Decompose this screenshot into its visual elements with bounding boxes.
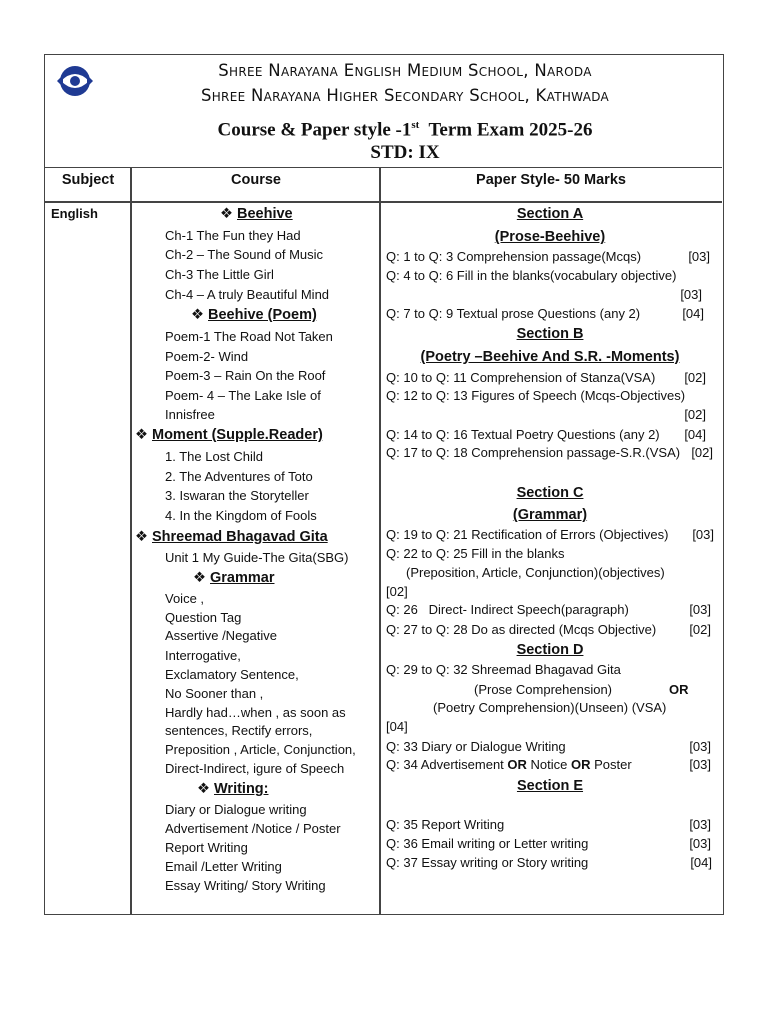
course-item: No Sooner than , <box>165 686 264 701</box>
question-line: Q: 27 to Q: 28 Do as directed (Mcqs Objective) [02] <box>386 622 711 637</box>
course-item: sentences, Rectify errors, <box>165 723 313 738</box>
course-item: Direct-Indirect, igure of Speech <box>165 761 345 776</box>
divider-1 <box>130 167 132 914</box>
question-line: Q: 26 Direct- Indirect Speech(paragraph) [03] <box>386 602 711 617</box>
grammar-heading: ❖ Grammar <box>193 570 275 586</box>
course-item: 2. The Adventures of Toto <box>165 469 313 484</box>
course-item: Poem- 4 – The Lake Isle of <box>165 388 321 403</box>
school-name-2: Shree Narayana Higher Secondary School, Kathwada <box>200 86 610 105</box>
course-item: 4. In the Kingdom of Fools <box>165 508 317 523</box>
course-item: Question Tag <box>165 610 242 625</box>
section-a-sub: (Prose-Beehive) <box>494 229 606 245</box>
course-item: Exclamatory Sentence, <box>165 667 299 682</box>
question-line: Q: 29 to Q: 32 Shreemad Bhagavad Gita <box>386 662 621 677</box>
exam-title-term: Term Exam 2025-26 <box>419 119 593 141</box>
col-paper-header: Paper Style- 50 Marks <box>476 172 626 188</box>
course-item: Ch-1 The Fun they Had <box>165 228 301 243</box>
course-item: Essay Writing/ Story Writing <box>165 878 326 893</box>
question-line: Q: 35 Report Writing [03] <box>386 817 711 832</box>
course-item: Interrogative, <box>165 648 241 663</box>
std-label: STD: IX <box>370 142 440 163</box>
question-line: Q: 34 Advertisement OR Notice OR Poster [03] <box>386 757 711 772</box>
col-course-header: Course <box>231 172 281 188</box>
paper-column: Section A (Prose-Beehive) Q: 1 to Q: 3 Comprehension passage(Mcqs) [03] Q: 4 to Q: 6 Fill in the blanks(vocabulary objective) [03] Q: 7 to Q: 9 Textual prose Questions (any 2) [04] Section B (Poetry –Beehive And S.R. -Moments) Q: 10 to Q: 11 Comprehension of Stanza(VSA) [02] Q: 12 to Q: 13 Figures of Speech (Mcqs-Objectives) [02] Q: 14 to Q: 16 Textual Poetry Questions (any 2) [04] Q: 17 to Q: 18 Comprehension passage-S.R.(VSA) [02] Section C (Grammar) Q: 19 to Q: 21 Rectification of Errors (Objectives) [03] Q: 22 to Q: 25 Fill in the blanks (Preposition, Article, Conjunction)(objectives) [02] Q: 26 Direct- Indirect Speech(paragraph) [03] Q: 27 to Q: 28 Do as directed (Mcqs Objective) [02] Section D Q: 29 to Q: 32 Shreemad Bhagavad Gita (Prose Comprehension) OR (Poetry Comprehension)(Unseen) (VSA) [04] Q: 33 Diary or Dialogue Writing [03] Q: 34 Advertisement OR Notice OR Poster [03] Section E Q: 35 Report Writing [03] Q: 36 Email writing or Letter writing [03] Q: 37 Essay writing or Story writing [04] <box>386 206 714 870</box>
question-line: Q: 36 Email writing or Letter writing [03] <box>386 836 711 851</box>
course-item: Preposition , Article, Conjunction, <box>165 742 356 757</box>
course-item: Report Writing <box>165 840 248 855</box>
question-line: Q: 10 to Q: 11 Comprehension of Stanza(VSA) [02] <box>386 370 706 385</box>
question-line: Q: 7 to Q: 9 Textual prose Questions (any 2) [04] <box>386 306 704 321</box>
question-line: Q: 33 Diary or Dialogue Writing [03] <box>386 739 711 754</box>
question-line: Q: 4 to Q: 6 Fill in the blanks(vocabulary objective) <box>386 268 677 283</box>
course-item: Unit 1 My Guide-The Gita(SBG) <box>165 550 349 565</box>
section-e-heading: Section E <box>516 778 584 794</box>
course-item: Innisfree <box>165 407 215 422</box>
question-line: (Poetry Comprehension)(Unseen) (VSA) <box>433 700 667 715</box>
course-item: Ch-4 – A truly Beautiful Mind <box>165 287 330 302</box>
question-line: Q: 12 to Q: 13 Figures of Speech (Mcqs-Objectives) <box>386 388 686 403</box>
question-line: Q: 14 to Q: 16 Textual Poetry Questions (any 2) [04] <box>386 427 706 442</box>
course-item: Ch-2 – The Sound of Music <box>165 247 324 262</box>
course-item: Email /Letter Writing <box>165 859 282 874</box>
course-item: Poem-1 The Road Not Taken <box>165 329 333 344</box>
question-line: (Prose Comprehension) <box>474 682 613 697</box>
course-item: Diary or Dialogue writing <box>165 802 307 817</box>
exam-title-sup: st <box>411 119 420 131</box>
question-line: Q: 17 to Q: 18 Comprehension passage-S.R.(VSA) [02] <box>386 445 713 460</box>
course-item: 1. The Lost Child <box>165 449 264 464</box>
school-name-1: Shree Narayana English Medium School, Naroda <box>218 61 592 80</box>
beehive-heading: ❖ Beehive <box>220 206 293 222</box>
question-line: [04] <box>386 719 408 734</box>
section-d-heading: Section D <box>516 642 584 658</box>
question-line: (Preposition, Article, Conjunction)(objectives) <box>406 565 665 580</box>
moment-heading: ❖ Moment (Supple.Reader) <box>135 427 323 443</box>
question-line: [02] <box>386 584 408 599</box>
course-item: Poem-3 – Rain On the Roof <box>165 368 326 383</box>
section-c-sub: (Grammar) <box>512 507 588 523</box>
section-c-heading: Section C <box>516 485 584 501</box>
question-line: Q: 22 to Q: 25 Fill in the blanks <box>386 546 565 561</box>
course-item: 3. Iswaran the Storyteller <box>165 488 309 503</box>
question-line: Q: 19 to Q: 21 Rectification of Errors (Objectives) [03] <box>386 527 714 542</box>
divider-2 <box>379 167 381 914</box>
subject-name: English <box>51 206 98 221</box>
or-label: OR <box>669 682 689 697</box>
col-subject-header: Subject <box>61 172 115 188</box>
school-logo-icon <box>55 63 95 99</box>
section-b-heading: Section B <box>516 326 584 342</box>
section-b-sub: (Poetry –Beehive And S.R. -Moments) <box>420 349 680 365</box>
course-item: Advertisement /Notice / Poster <box>165 821 341 836</box>
course-item: Voice , <box>165 591 205 606</box>
course-item: Ch-3 The Little Girl <box>165 267 274 282</box>
exam-title-main: Course & Paper style -1 <box>217 119 412 141</box>
poem-heading: ❖ Beehive (Poem) <box>191 307 317 323</box>
course-item: Assertive /Negative <box>165 628 277 643</box>
course-item: Hardly had…when , as soon as <box>165 705 346 720</box>
gita-heading: ❖ Shreemad Bhagavad Gita <box>135 529 328 545</box>
question-line: Q: 1 to Q: 3 Comprehension passage(Mcqs) [03] <box>386 249 710 264</box>
course-item: Poem-2- Wind <box>165 349 249 364</box>
writing-heading: ❖ Writing: <box>197 781 269 797</box>
question-line: Q: 37 Essay writing or Story writing [04] <box>386 855 712 870</box>
section-a-heading: Section A <box>516 206 584 222</box>
